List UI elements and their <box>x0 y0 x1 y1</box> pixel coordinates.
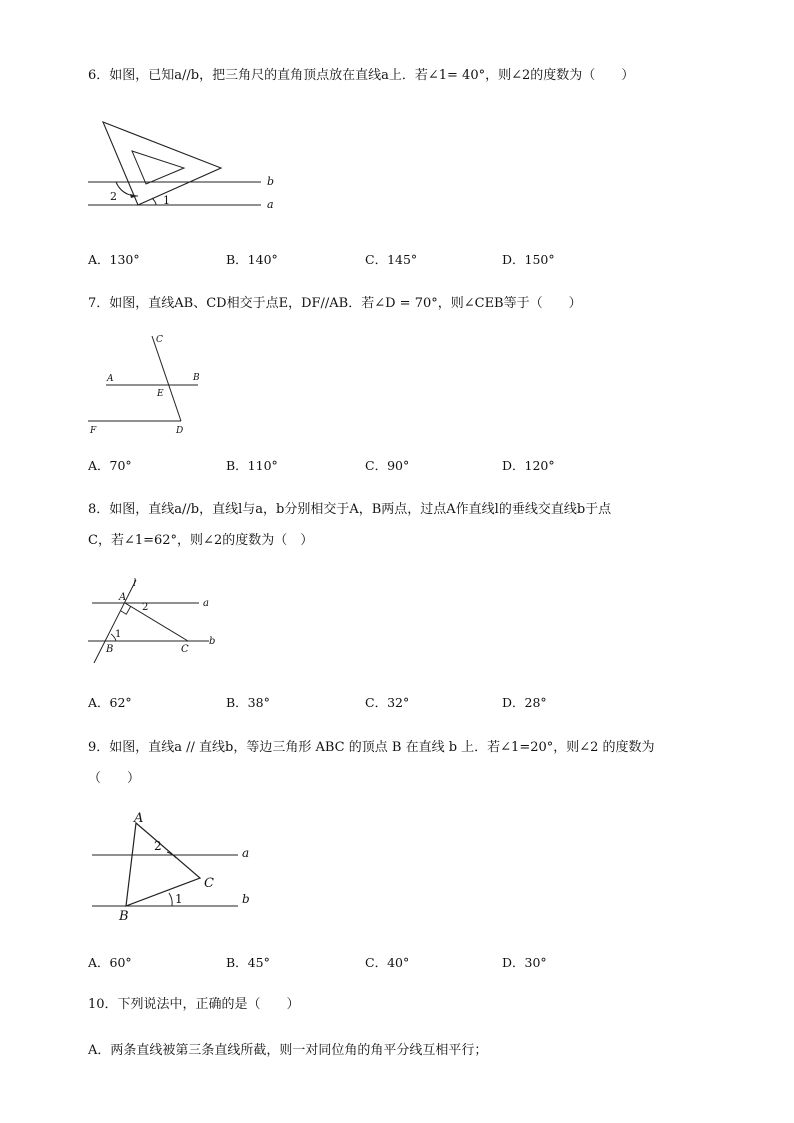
q7-option-d: D．120° <box>502 458 555 473</box>
question-6-figure <box>86 116 286 216</box>
q8-point-b-label: B <box>106 644 114 655</box>
question-7-stem: 7．如图，直线AB、CD相交于点E，DF//AB．若∠D = 70°，则∠CEB等于（ ） <box>88 296 582 311</box>
q6-angle-1-label: 1 <box>163 194 170 207</box>
question-10-option-a: A．两条直线被第三条直线所截，则一对同位角的角平分线互相平行； <box>88 1043 488 1058</box>
question-7-figure <box>86 330 216 440</box>
q6-option-c: C．145° <box>365 252 418 267</box>
q6-option-b: B．140° <box>226 252 278 267</box>
q6-line-a-label: a <box>267 198 274 211</box>
q9-line-b-label: b <box>242 892 250 906</box>
q9-point-c-label: C <box>204 876 214 891</box>
question-9-figure <box>86 810 256 922</box>
q7-point-c-label: C <box>156 335 163 345</box>
question-9-stem-line-2: （ ） <box>88 771 141 786</box>
q8-angle-1-label: 1 <box>115 629 122 640</box>
q8-option-b: B．38° <box>226 695 270 710</box>
q7-option-b: B．110° <box>226 458 278 473</box>
q6-option-a: A．130° <box>88 252 140 267</box>
q7-point-b-label: B <box>193 373 200 383</box>
q8-line-a-label: a <box>203 598 209 609</box>
q7-option-c: C．90° <box>365 458 410 473</box>
question-10-stem: 10．下列说法中，正确的是（ ） <box>88 997 300 1012</box>
q6-option-d: D．150° <box>502 252 555 267</box>
question-8-figure <box>86 572 226 672</box>
q9-point-b-label: B <box>119 909 129 924</box>
question-6-stem: 6．如图，已知a//b，把三角尺的直角顶点放在直线a上．若∠1= 40°，则∠2的度数为（ ） <box>88 68 635 83</box>
q9-angle-1-label: 1 <box>175 892 183 906</box>
q8-option-a: A．62° <box>88 695 132 710</box>
q6-line-b-label: b <box>267 175 275 188</box>
q9-option-c: C．40° <box>365 955 410 970</box>
q9-line-a-label: a <box>242 846 250 860</box>
q7-point-a-label: A <box>107 374 114 384</box>
question-9-options <box>88 953 648 973</box>
question-7-options <box>88 456 648 476</box>
q6-angle-2-label: 2 <box>110 190 117 203</box>
q9-option-a: A．60° <box>88 955 132 970</box>
q8-line-b-label: b <box>209 636 216 647</box>
q8-line-l-label: l <box>133 578 137 589</box>
question-6-options <box>88 250 648 270</box>
q7-option-a: A．70° <box>88 458 132 473</box>
question-8-options <box>88 693 648 713</box>
question-8-stem-line-2: C，若∠1=62°，则∠2的度数为（ ） <box>88 533 314 548</box>
q8-option-c: C．32° <box>365 695 410 710</box>
q8-point-a-label: A <box>119 592 127 603</box>
question-9-stem-line-1: 9．如图，直线a // 直线b，等边三角形 ABC 的顶点 B 在直线 b 上．若∠1=20°，则∠2 的度数为 <box>88 740 655 755</box>
q9-angle-2-label: 2 <box>154 839 162 853</box>
question-8-stem-line-1: 8．如图，直线a//b，直线l与a，b分别相交于A，B两点，过点A作直线l的垂线交直线b于点 <box>88 502 612 517</box>
q7-point-d-label: D <box>176 426 184 436</box>
q8-point-c-label: C <box>181 644 189 655</box>
q9-option-d: D．30° <box>502 955 547 970</box>
q8-angle-2-label: 2 <box>142 602 149 613</box>
q8-option-d: D．28° <box>502 695 547 710</box>
q9-option-b: B．45° <box>226 955 270 970</box>
q7-point-e-label: E <box>157 389 164 399</box>
q7-point-f-label: F <box>90 426 97 436</box>
q9-point-a-label: A <box>134 811 144 826</box>
